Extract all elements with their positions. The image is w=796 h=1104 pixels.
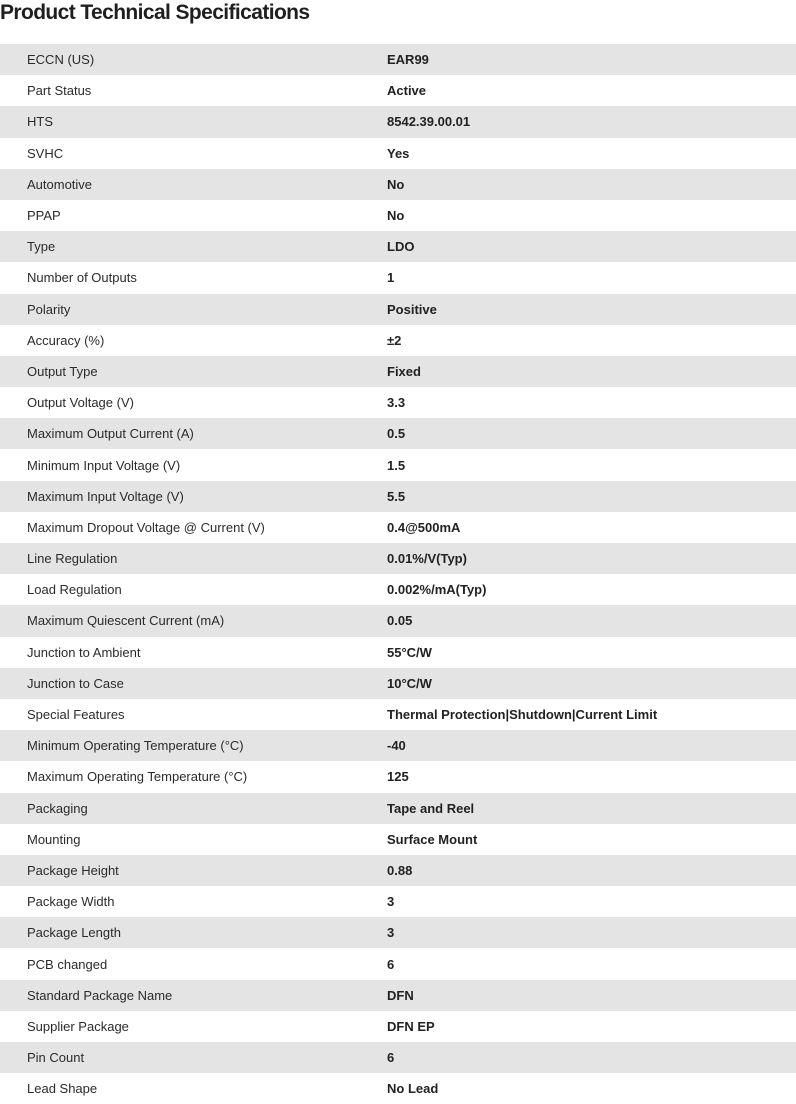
spec-value: No bbox=[387, 176, 405, 192]
page-title: Product Technical Specifications bbox=[0, 1, 310, 24]
spec-label: Line Regulation bbox=[27, 551, 118, 567]
spec-value: LDO bbox=[387, 239, 415, 255]
spec-label: Load Regulation bbox=[27, 582, 122, 598]
table-row bbox=[0, 730, 796, 761]
spec-value: EAR99 bbox=[387, 52, 429, 68]
spec-value: No Lead bbox=[387, 1081, 439, 1097]
spec-label: Standard Package Name bbox=[27, 987, 173, 1003]
spec-value: 6 bbox=[387, 1050, 395, 1066]
spec-label: Junction to Ambient bbox=[27, 644, 141, 660]
spec-label: Automotive bbox=[27, 176, 93, 192]
spec-label: Maximum Dropout Voltage @ Current (V) bbox=[27, 519, 265, 535]
spec-label: Output Voltage (V) bbox=[27, 395, 134, 411]
spec-label: HTS bbox=[27, 114, 53, 130]
table-row bbox=[0, 668, 796, 699]
spec-value: DFN bbox=[387, 987, 414, 1003]
spec-label: Pin Count bbox=[27, 1050, 85, 1066]
table-row bbox=[0, 980, 796, 1011]
spec-value: No bbox=[387, 208, 405, 224]
spec-value: 125 bbox=[387, 769, 409, 785]
spec-value: Surface Mount bbox=[387, 831, 478, 847]
spec-value: Yes bbox=[387, 145, 410, 161]
table-row bbox=[0, 824, 796, 855]
spec-label: Number of Outputs bbox=[27, 270, 137, 286]
table-row bbox=[0, 948, 796, 979]
spec-label: Maximum Quiescent Current (mA) bbox=[27, 613, 225, 629]
spec-label: Maximum Input Voltage (V) bbox=[27, 488, 184, 504]
spec-label: Package Width bbox=[27, 894, 115, 910]
spec-label: Polarity bbox=[27, 301, 71, 317]
table-row bbox=[0, 387, 796, 418]
spec-value: 3 bbox=[387, 925, 395, 941]
spec-value: Thermal Protection|Shutdown|Current Limit bbox=[387, 707, 658, 723]
spec-value: Positive bbox=[387, 301, 437, 317]
spec-value: 0.88 bbox=[387, 862, 413, 878]
spec-label: Accuracy (%) bbox=[27, 332, 105, 348]
spec-label: Package Height bbox=[27, 862, 119, 878]
spec-label: Supplier Package bbox=[27, 1018, 129, 1034]
table-row bbox=[0, 44, 796, 75]
spec-value: 3.3 bbox=[387, 395, 406, 411]
spec-value: 0.002%/mA(Typ) bbox=[387, 582, 487, 598]
table-row bbox=[0, 1073, 796, 1104]
table-row bbox=[0, 356, 796, 387]
table-row bbox=[0, 793, 796, 824]
spec-value: DFN EP bbox=[387, 1018, 435, 1034]
spec-table-body bbox=[0, 44, 796, 1104]
table-row bbox=[0, 574, 796, 605]
spec-value: Tape and Reel bbox=[387, 800, 475, 816]
spec-value: 3 bbox=[387, 894, 395, 910]
spec-value: ±2 bbox=[387, 332, 402, 348]
spec-label: Output Type bbox=[27, 363, 98, 379]
table-row bbox=[0, 231, 796, 262]
spec-value: 1 bbox=[387, 270, 395, 286]
spec-value: 10°C/W bbox=[387, 675, 432, 691]
spec-label: Maximum Operating Temperature (°C) bbox=[27, 769, 248, 785]
spec-label: Junction to Case bbox=[27, 675, 124, 691]
spec-value: Active bbox=[387, 83, 427, 99]
spec-label: Mounting bbox=[27, 831, 81, 847]
table-row bbox=[0, 294, 796, 325]
spec-value: 0.05 bbox=[387, 613, 413, 629]
table-row bbox=[0, 512, 796, 543]
spec-value: 0.01%/V(Typ) bbox=[387, 551, 467, 567]
spec-label: PCB changed bbox=[27, 956, 108, 972]
table-row bbox=[0, 699, 796, 730]
table-row bbox=[0, 75, 796, 106]
table-row bbox=[0, 481, 796, 512]
spec-value: 5.5 bbox=[387, 488, 406, 504]
table-row bbox=[0, 449, 796, 480]
spec-label: Special Features bbox=[27, 707, 125, 723]
spec-value: 0.5 bbox=[387, 426, 406, 442]
table-row bbox=[0, 325, 796, 356]
spec-label: Minimum Operating Temperature (°C) bbox=[27, 738, 244, 754]
spec-label: Packaging bbox=[27, 800, 88, 816]
spec-label: Maximum Output Current (A) bbox=[27, 426, 194, 442]
spec-label: SVHC bbox=[27, 145, 64, 161]
spec-label: Package Length bbox=[27, 925, 121, 941]
table-row bbox=[0, 106, 796, 137]
table-row bbox=[0, 169, 796, 200]
table-row bbox=[0, 262, 796, 293]
table-row bbox=[0, 418, 796, 449]
spec-value: 0.4@500mA bbox=[387, 519, 461, 535]
spec-table bbox=[0, 44, 796, 1104]
table-row bbox=[0, 138, 796, 169]
table-row bbox=[0, 917, 796, 948]
table-row bbox=[0, 1011, 796, 1042]
spec-label: Minimum Input Voltage (V) bbox=[27, 457, 181, 473]
spec-value: 8542.39.00.01 bbox=[387, 114, 471, 130]
spec-value: 6 bbox=[387, 956, 395, 972]
spec-label: ECCN (US) bbox=[27, 52, 95, 68]
spec-label: Part Status bbox=[27, 83, 92, 99]
spec-label: Lead Shape bbox=[27, 1081, 98, 1097]
table-row bbox=[0, 543, 796, 574]
spec-label: Type bbox=[27, 239, 56, 255]
spec-value: 1.5 bbox=[387, 457, 406, 473]
table-row bbox=[0, 761, 796, 792]
spec-value: -40 bbox=[387, 738, 406, 754]
table-row bbox=[0, 200, 796, 231]
spec-value: 55°C/W bbox=[387, 644, 432, 660]
table-row bbox=[0, 605, 796, 636]
table-row bbox=[0, 1042, 796, 1073]
table-row bbox=[0, 855, 796, 886]
spec-value: Fixed bbox=[387, 363, 421, 379]
spec-label: PPAP bbox=[27, 208, 61, 224]
table-row bbox=[0, 637, 796, 668]
table-row bbox=[0, 886, 796, 917]
